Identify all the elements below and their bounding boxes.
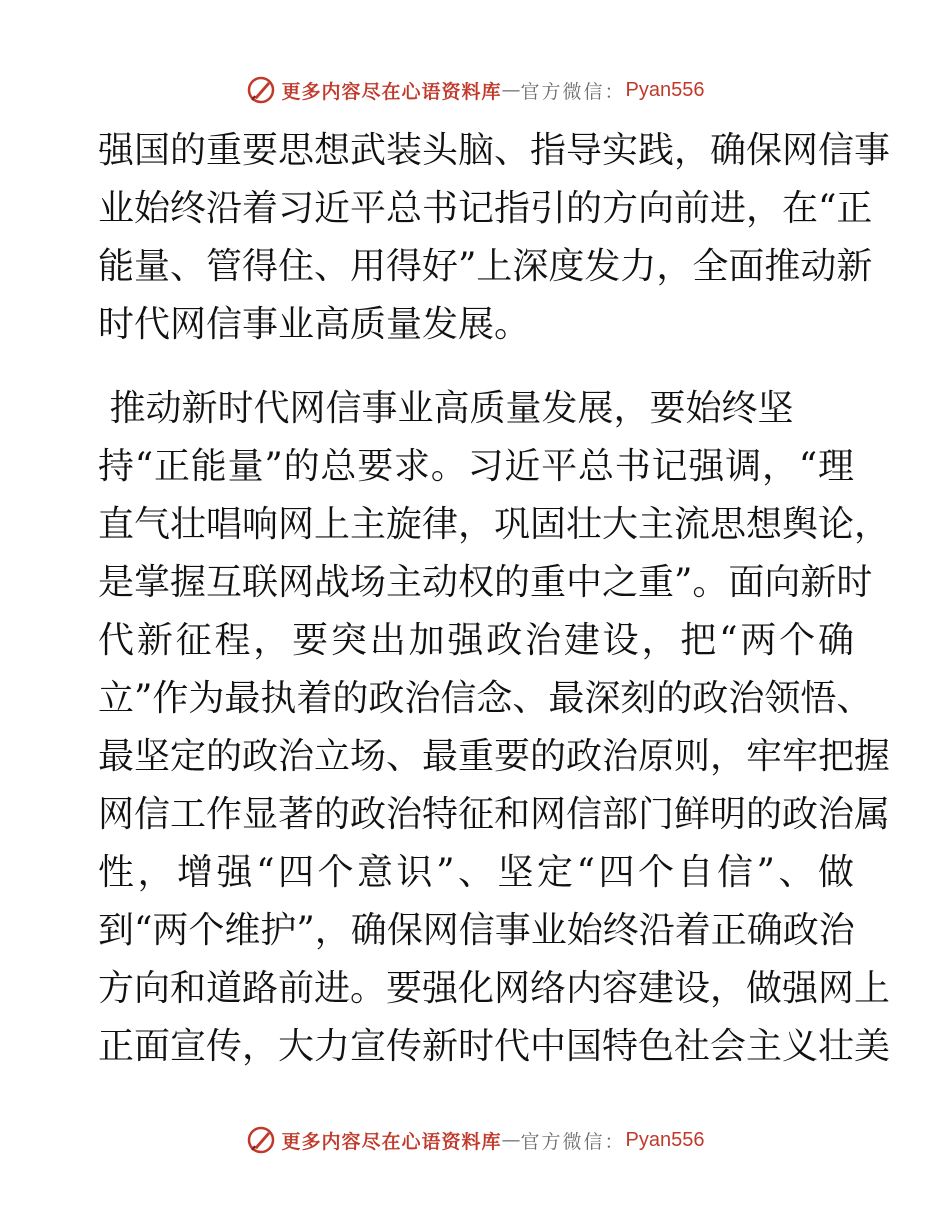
- text-line: 直气壮唱响网上主旋律，巩固壮大主流思想舆论，: [98, 504, 891, 545]
- text-line: 持“正能量”的总要求。习近平总书记强调，“理: [98, 446, 854, 487]
- text-line: 代新征程，要突出加强政治建设，把“两个确: [98, 620, 854, 661]
- text-line: 业始终沿着习近平总书记指引的方向前进，在“正: [98, 188, 873, 229]
- text-line: 是掌握互联网战场主动权的重中之重”。面向新时: [98, 562, 873, 603]
- text-line: 最坚定的政治立场、最重要的政治原则，牢牢把握: [98, 736, 891, 777]
- text-line: 时代网信事业高质量发展。: [98, 304, 531, 345]
- quill-logo-icon: [246, 1125, 276, 1155]
- text-line: 到“两个维护”，确保网信事业始终沿着正确政治: [98, 910, 855, 951]
- quill-logo-icon: [246, 75, 276, 105]
- page-header-watermark: [0, 70, 950, 110]
- document-body: [98, 122, 891, 1076]
- header-separator: —: [501, 79, 521, 101]
- text-line: 方向和道路前进。要强化网络内容建设，做强网上: [98, 968, 891, 1009]
- text-line: 正面宣传，大力宣传新时代中国特色社会主义壮美: [98, 1026, 891, 1067]
- paragraph-gap: [98, 354, 854, 380]
- page-footer-watermark: [0, 1120, 950, 1160]
- text-line: 立”作为最执着的政治信念、最深刻的政治领悟、: [98, 678, 873, 719]
- footer-brand-text: 更多内容尽在心语资料库: [281, 1130, 502, 1153]
- footer-separator: —: [501, 1129, 521, 1151]
- paragraph: [98, 380, 891, 1076]
- footer-wechat-label: 官方微信：: [520, 1130, 626, 1153]
- header-wechat-id: Pyan556: [625, 78, 705, 101]
- header-brand-text: 更多内容尽在心语资料库: [281, 80, 502, 103]
- paragraph: [98, 122, 891, 354]
- footer-wechat-id: Pyan556: [625, 1128, 705, 1151]
- header-wechat-label: 官方微信：: [520, 80, 626, 103]
- text-line: 能量、管得住、用得好”上深度发力，全面推动新: [98, 246, 873, 287]
- text-line: 强国的重要思想武装头脑、指导实践，确保网信事: [98, 130, 891, 171]
- text-line: 推动新时代网信事业高质量发展，要始终坚: [98, 388, 794, 429]
- text-line: 性，增强“四个意识”、坚定“四个自信”、做: [98, 852, 854, 893]
- text-line: 网信工作显著的政治特征和网信部门鲜明的政治属: [98, 794, 891, 835]
